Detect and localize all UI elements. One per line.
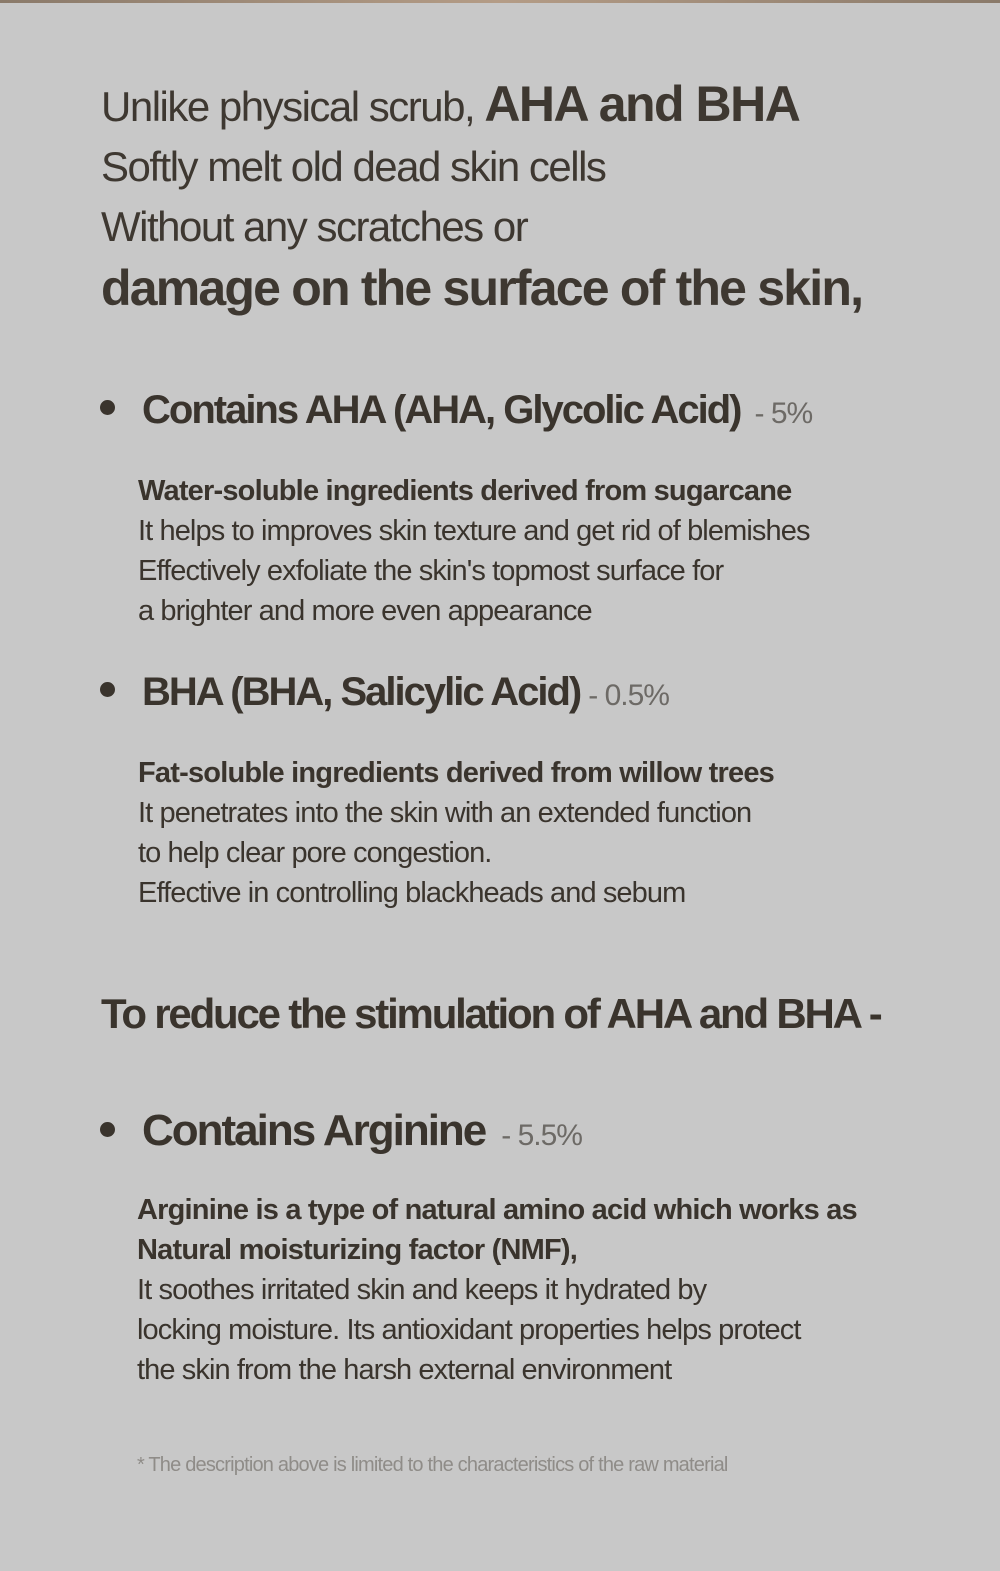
bha-section <box>100 670 980 913</box>
aha-line-3: a brighter and more even appearance <box>138 595 592 627</box>
top-decorative-strip <box>0 0 1000 3</box>
aha-title: Contains AHA (AHA, Glycolic Acid) <box>142 388 741 432</box>
intro-block <box>101 74 981 319</box>
bha-title-row <box>100 670 980 715</box>
bha-line-2: to help clear pore congestion. <box>138 837 492 869</box>
arginine-description <box>137 1190 980 1390</box>
bullet-icon <box>100 682 115 697</box>
intro-line-2: Softly melt old dead skin cells <box>101 143 606 190</box>
intro-line-3: Without any scratches or <box>101 203 528 250</box>
arginine-line-1: It soothes irritated skin and keeps it hydrated by <box>137 1274 707 1306</box>
arginine-title-row <box>100 1106 980 1156</box>
arginine-headline-1: Arginine is a type of natural amino acid which works as <box>137 1194 857 1226</box>
aha-section <box>100 388 980 631</box>
arginine-title: Contains Arginine <box>142 1106 486 1155</box>
bha-line-1: It penetrates into the skin with an extended function <box>138 797 752 829</box>
intro-line-1 <box>101 74 981 137</box>
aha-percent: - 5% <box>754 397 813 430</box>
bha-title: BHA (BHA, Salicylic Acid) <box>142 670 581 714</box>
aha-headline: Water-soluble ingredients derived from sugarcane <box>138 475 792 507</box>
arginine-percent: - 5.5% <box>501 1119 582 1152</box>
bha-description <box>138 753 980 913</box>
intro-line-1-light: Unlike physical scrub, <box>101 83 485 130</box>
aha-line-2: Effectively exfoliate the skin's topmost surface for <box>138 555 724 587</box>
arginine-headline-2: Natural moisturizing factor (NMF), <box>137 1234 578 1266</box>
bha-headline: Fat-soluble ingredients derived from willow trees <box>138 757 774 789</box>
bha-line-3: Effective in controlling blackheads and sebum <box>138 877 686 909</box>
aha-title-row <box>100 388 980 433</box>
aha-description <box>138 471 980 631</box>
aha-line-1: It helps to improves skin texture and get rid of blemishes <box>138 515 810 547</box>
bha-percent: - 0.5% <box>588 679 669 712</box>
footnote: * The description above is limited to the characteristics of the raw material <box>137 1454 728 1476</box>
arginine-line-3: the skin from the harsh external environment <box>137 1354 672 1386</box>
intro-line-1-strong: AHA and BHA <box>484 76 800 132</box>
intro-line-4: damage on the surface of the skin, <box>101 260 863 316</box>
reduce-heading: To reduce the stimulation of AHA and BHA - <box>101 990 881 1037</box>
arginine-section <box>100 1106 980 1390</box>
bullet-icon <box>100 400 115 415</box>
bullet-icon <box>100 1122 115 1137</box>
arginine-line-2: locking moisture. Its antioxidant properties helps protect <box>137 1314 801 1346</box>
